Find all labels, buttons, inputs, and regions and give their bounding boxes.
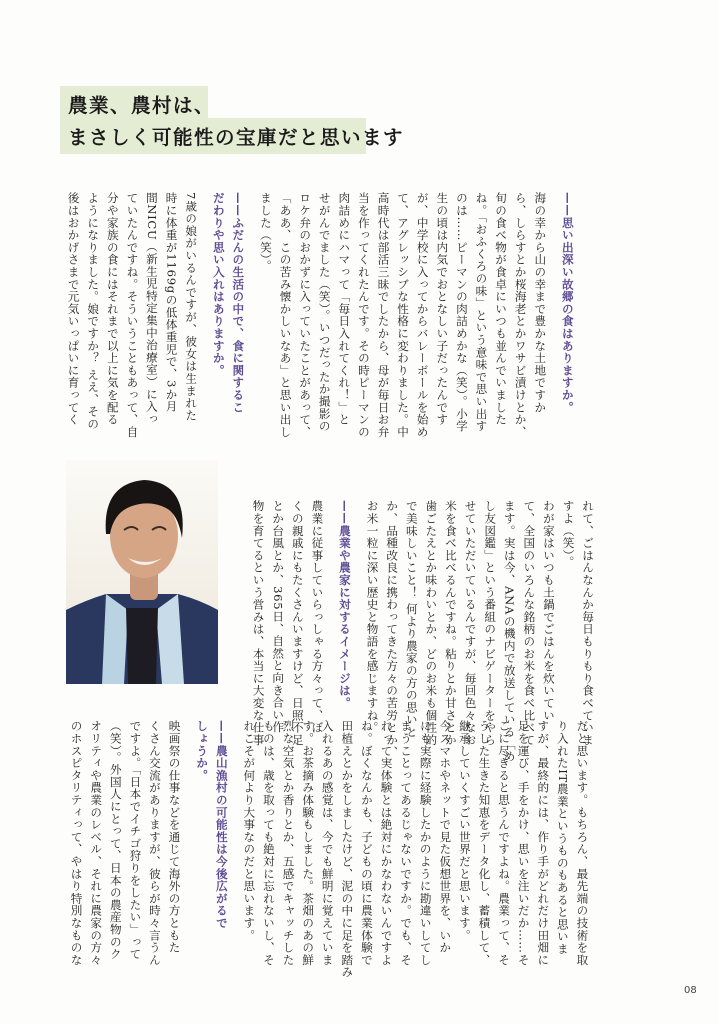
body-column: れって実体験とは絶対にかなわないんですよ <box>379 720 394 966</box>
text-block-bottom <box>66 720 591 979</box>
body-column: くさん交流がありますが、彼らが時々言うん <box>147 720 162 966</box>
body-column: のは……ピーマンの肉詰めかな（笑）。小学 <box>454 192 469 433</box>
body-column: とか台風とか、365日、自然と向き合い作 <box>271 500 286 734</box>
body-column: 海の幸から山の幸まで豊かな土地ですか <box>533 192 548 414</box>
body-column: 物を育てるという営みは、本当に大変な仕事 <box>251 500 266 746</box>
text-block-middle <box>248 500 597 763</box>
body-column: 間NICU（新生児特定集中治療室）に入っ <box>144 192 159 425</box>
body-column: まうことってあるじゃないですか。でも、そ <box>399 720 414 966</box>
body-column: て、全国のいろんな銘柄のお米を食べ比べて <box>522 500 537 746</box>
body-column: 入れるあの感覚は、今でも鮮明に覚えていま <box>320 720 335 966</box>
body-column: れて、ごはんなんか毎日もりもり食べていま <box>581 500 596 746</box>
body-column: オリティや農業のレベル、それに農家の方々 <box>89 720 104 966</box>
body-column: す。お茶摘み体験もしました。茶畑のあの鮮 <box>301 720 316 966</box>
body-column: 田植えとかをしましたけど、泥の中に足を踏み <box>340 720 355 979</box>
page-number: 08 <box>684 985 697 996</box>
question-heading: ——思い出深い故郷の食はありますか。 <box>560 192 575 414</box>
body-column: ら、しらすとか桜海老とかワサビ漬けとか、 <box>513 192 528 438</box>
question-heading: しょうか。 <box>195 720 210 782</box>
body-column: て、アグレッシブな性格に変わりました。中 <box>396 192 411 438</box>
body-column: で美味しいこと！ 何より農家の方の思いと <box>404 500 419 739</box>
body-column: 映画祭の仕事などを通じて海外の方ともた <box>167 720 182 954</box>
body-column: 烈な空気とか香りとか、五感でキャッチした <box>281 720 296 966</box>
question-heading: ——農山漁村の可能性は今後広がるで <box>214 720 229 930</box>
body-column: 時に体重が1169gの低体重児で、3か月 <box>164 192 179 413</box>
headline-line-2 <box>60 118 405 154</box>
question-heading: ——ふだんの生活の中で、食に関するこ <box>231 192 246 414</box>
body-column: が、中学校に入ってからバレーボールを始め <box>415 192 430 438</box>
body-column: ます。実は今、ANAの機内で放送している「め <box>502 500 517 763</box>
question-heading: ——農業や農家に対するイメージは。 <box>337 500 352 710</box>
body-column: ました（笑）。 <box>258 192 273 273</box>
body-column: 肉詰めにハマって「毎日入れてくれ！」と <box>337 192 352 426</box>
body-column: 後はおかげさまで元気いっぱいに育ってく <box>66 192 81 426</box>
body-column: 米を食べ比べるんですね。粘りとか甘さとか <box>443 500 458 746</box>
body-column: 旬の食べ物が食卓にいつも並んでいました <box>494 192 509 426</box>
body-column: れこそが何より大事なのだと思います。 <box>242 720 257 942</box>
headline-text-2: まさしく可能性の宝庫だと思います <box>68 126 405 149</box>
body-column: せていただいているんですが、毎回色々なお <box>463 500 478 746</box>
body-column: 「ああ、この苦み懐かしいなあ」と思い出し <box>278 192 293 438</box>
body-column: お米一粒に深い歴史と物語を感じますね。 <box>365 500 380 734</box>
portrait-illustration <box>66 460 218 684</box>
body-column: 分や家族の食にはそれまで以上に気を配る <box>105 192 120 426</box>
body-column: 農業に従事していらっしゃる方々って、ぼ <box>310 500 325 734</box>
question-heading: だわりや思い入れはありますか。 <box>211 192 226 377</box>
body-column: ね。「おふくろの味」という意味で思い出す <box>474 192 489 433</box>
body-column: （笑）。外国人にとって、日本の農産物のク <box>108 720 123 961</box>
body-column: 高時代は部活三昧でしたから、母が毎日お弁 <box>376 192 391 438</box>
body-column: ようになりました。娘ですか？ ええ、その <box>86 192 101 431</box>
body-column: 生の頃は内気でおとなしい子だったんです <box>435 192 450 426</box>
body-column: ていたんですね。そういうこともあって、自 <box>125 192 140 438</box>
body-column: 7歳の娘がいるんですが、彼女は生まれた <box>184 192 199 422</box>
body-column: のホスピタリティって、やはり特別なものな <box>69 720 84 966</box>
body-column: 今スマホやネットで見た仮想世界を、いか <box>438 720 453 954</box>
body-column: せがんでました（笑）。いつだったか撮影の <box>317 192 332 433</box>
headline-text-1: 農業、農村は、 <box>68 94 216 117</box>
body-column: すよ（笑）。 <box>561 500 576 568</box>
body-column: だと思います。もちろん、最先端の技術を取 <box>575 720 590 966</box>
body-column: うした生きた知恵をデータ化し、蓄積して、 <box>477 720 492 966</box>
text-block-top <box>63 192 577 438</box>
body-column: くの親戚にもたくさんいますけど、日照不足 <box>290 500 305 746</box>
body-column: ものは、歳を取っても絶対に忘れないし、そ <box>261 720 276 966</box>
body-column: わが家はいつも土鍋でごはんを炊いてい <box>541 500 556 722</box>
body-column: 当を作ってくれたんです。その時ピーマンの <box>356 192 371 438</box>
body-column: すが、最終的には、作り手がどれだけ田畑に <box>536 720 551 966</box>
body-column: し友図鑑」という番組のナビゲーターをやら <box>483 500 498 746</box>
body-column: か、品種改良に携わってきた方々の苦労とか、 <box>385 500 400 759</box>
portrait-photo <box>66 460 218 684</box>
body-column: り入れたIT農業というものもあると思いま <box>555 720 570 956</box>
headline-line-1 <box>60 86 216 122</box>
body-column: ね。ぼくなんかも、子どもの頃に農業体験で <box>359 720 374 966</box>
body-column: 足を運び、手をかけ、思いを注いだか……そ <box>516 720 531 966</box>
body-column: ロケ弁のおかずに入っていたことがあって、 <box>298 192 313 438</box>
body-column: こに尽きると思うんですよね。農業って、そ <box>497 720 512 966</box>
body-column: 継承していくすごい世界だと思います。 <box>457 720 472 942</box>
body-column: 歯ごたえとか味わいとか、どのお米も個性的 <box>424 500 439 746</box>
body-column: ですよ。「日本でイチゴ狩りをしたい」って <box>128 720 143 961</box>
body-column: にも実際に経験したかのように勘違いしてし <box>418 720 433 966</box>
